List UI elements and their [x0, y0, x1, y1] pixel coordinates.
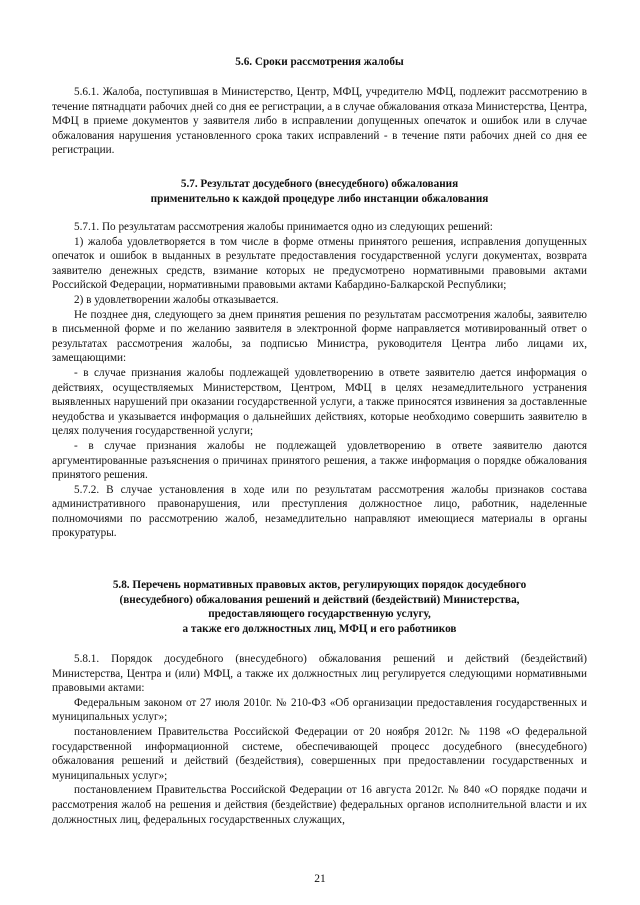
- paragraph-decision-2: 2) в удовлетворении жалобы отказывается.: [74, 293, 279, 306]
- paragraph-complaint-rejected: - в случае признания жалобы не подлежащей удовлетворению в ответе заявителю даются аргументированные разъяснения о причинах принятого решения, а также информация о порядке обжалования принятого решения.: [52, 439, 587, 482]
- section-5-8-heading-line: (внесудебного) обжалования решений и действий (бездействий) Министерства,: [119, 593, 520, 606]
- section-5-6-heading: 5.6. Сроки рассмотрения жалобы: [235, 56, 404, 68]
- paragraph-resolution-840: постановлением Правительства Российской Федерации от 16 августа 2012г. № 840 «О порядке подачи и рассмотрения жалоб на решения и действия (бездействие) федеральных органов исполнительной власти и их должностных лиц, федеральных государственных служащих,: [52, 784, 587, 826]
- paragraph-federal-law: Федеральным законом от 27 июля 2010г. № 210-ФЗ «Об организации предоставления государственных и муниципальных услуг»;: [52, 696, 587, 724]
- paragraph-5-6-1: 5.6.1. Жалоба, поступившая в Министерство, Центр, МФЦ, учредителю МФЦ, подлежит рассмотрению в течение пятнадцати рабочих дней со дня ее регистрации, а в случае обжалования отказа Министерства, Центра, МФЦ в приеме документов у заявителя либо в исправлении допущенных опечаток и ошибок или в случае обжалования нарушения установленного срока таких исправлений - в течение пяти рабочих дней со дня ее регистрации.: [52, 86, 587, 157]
- section-5-8-heading-line: предоставляющего государственную услугу,: [208, 608, 431, 621]
- paragraph-5-7-1: 5.7.1. По результатам рассмотрения жалобы принимается одно из следующих решений:: [74, 221, 493, 233]
- paragraph-response-deadline: Не позднее дня, следующего за днем принятия решения по результатам рассмотрения жалобы, заявителю в письменной форме и по желанию заявителя в электронной форме направляется мотивированный ответ о результатах рассмотрения жалобы, за подписью Министра, руководителя Центра либо лицами их, замещающими:: [52, 308, 587, 365]
- section-5-8-heading: [52, 578, 587, 636]
- section-5-8-body: [52, 652, 587, 827]
- section-5-7-heading-line: 5.7. Результат досудебного (внесудебного) обжалования: [180, 178, 459, 190]
- paragraph-5-8-1: 5.8.1. Порядок досудебного (внесудебного) обжалования решений и действий (бездействий) Министерства, Центра и (или) МФЦ, а также их должностных лиц регулируется следующими нормативными правовыми актами:: [52, 653, 587, 695]
- section-5-8-heading-line: а также его должностных лиц, МФЦ и его работников: [182, 622, 457, 635]
- paragraph-decision-1: 1) жалоба удовлетворяется в том числе в форме отмены принятого решения, исправления допущенных опечаток и ошибок в выданных в результате предоставления государственной услуги документах, возврата заявителю денежных средств, взимание которых не предусмотрено нормативными правовыми актами Российской Федерации, нормативными правовыми актами Кабардино-Балкарской Республики;: [52, 235, 587, 292]
- paragraph-complaint-satisfied: - в случае признания жалобы подлежащей удовлетворению в ответе заявителю дается информация о действиях, осуществляемых Министерством, Центром, МФЦ в целях незамедлительного устранения выявленных нарушений при оказании государственной услуги, а также приносятся извинения за доставленные неудобства и указывается информация о дальнейших действиях, которые необходимо совершить заявителю в целях получения государственной услуги;: [52, 366, 587, 438]
- section-5-7-heading: [52, 177, 587, 206]
- section-5-7-heading-line: применительно к каждой процедуре либо инстанции обжалования: [150, 192, 489, 205]
- section-5-7-body: [52, 220, 587, 541]
- section-5-8-heading-line: 5.8. Перечень нормативных правовых актов, регулирующих порядок досудебного: [112, 579, 527, 591]
- page-number: 21: [314, 873, 326, 885]
- paragraph-resolution-1198: постановлением Правительства Российской Федерации от 20 ноября 2012г. № 1198 «О федеральной государственной информационной системе, обеспечивающей процесс досудебного (внесудебного) обжалования решений и действий (бездействия), совершенных при предоставлении государственных и муниципальных услуг»;: [52, 725, 587, 782]
- paragraph-5-7-2: 5.7.2. В случае установления в ходе или по результатам рассмотрения жалобы признаков состава административного правонарушения, или преступления должностное лицо, работник, наделенные полномочиями по рассмотрению жалоб, незамедлительно направляют имеющиеся материалы в органы прокуратуры.: [52, 483, 587, 540]
